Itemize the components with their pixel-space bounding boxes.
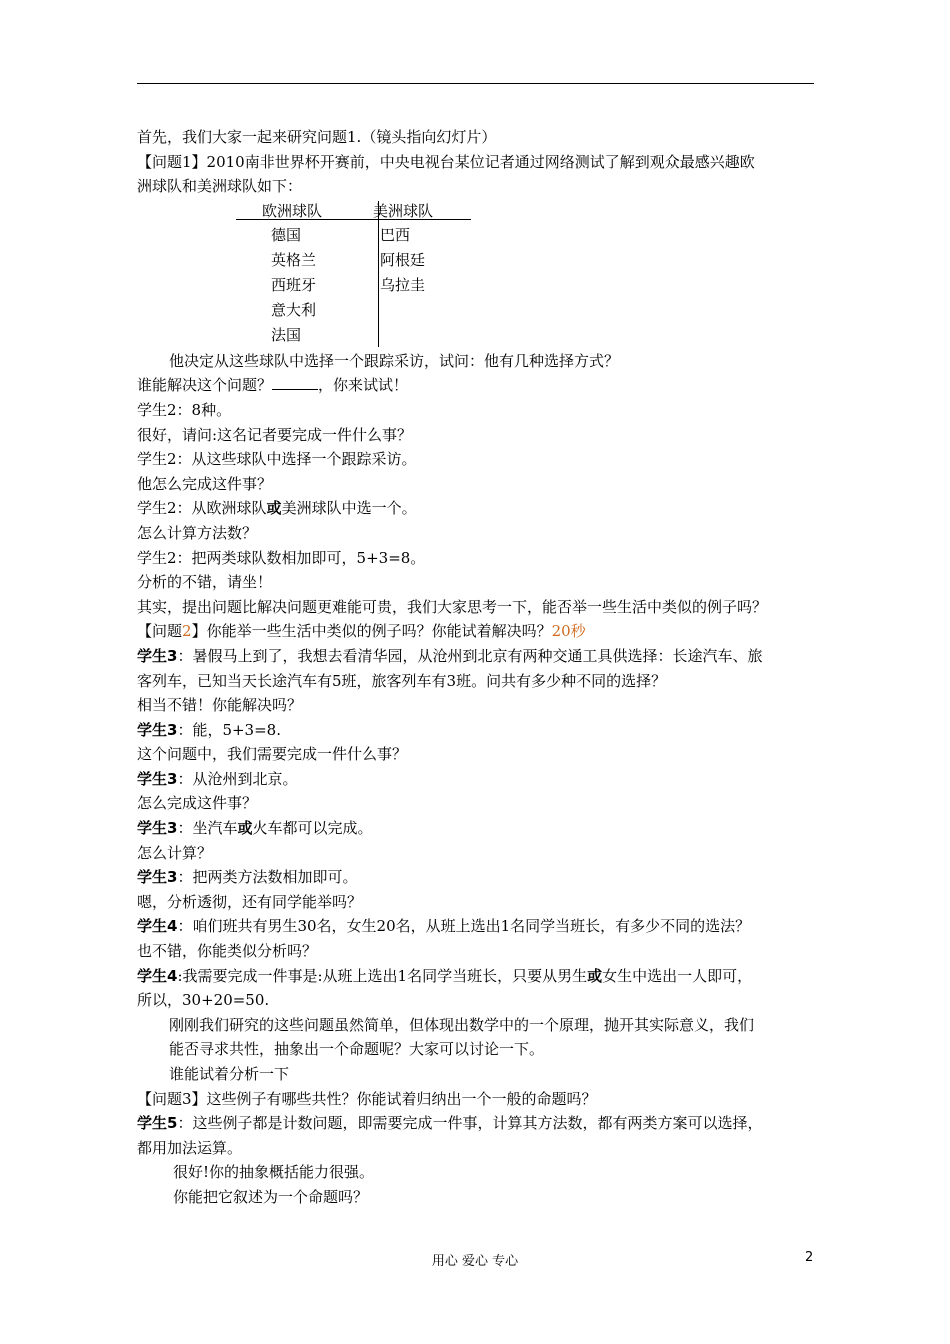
paragraph-line: 能否寻求共性，抽象出一个命题呢？大家可以讨论一下。 — [169, 1040, 545, 1059]
text-span: ：把两类方法数相加即可。 — [177, 868, 358, 887]
paragraph-line — [137, 767, 827, 792]
text-span: 你能举一些生活中类似的例子吗？你能试着解决吗？ — [206, 622, 552, 641]
emphasis-or: 或 — [587, 966, 603, 985]
question-1-tag: 【问题1】 — [137, 152, 207, 171]
answer-blank — [272, 375, 318, 390]
paragraph-line: 所以，30+20=50. — [137, 991, 270, 1010]
text-span: 女生中选出一人即可， — [602, 966, 753, 985]
team-table — [137, 199, 827, 349]
paragraph-line: 学生2：8种。 — [137, 400, 232, 419]
paragraph-line: 这个问题中，我们需要完成一件什么事？ — [137, 745, 408, 764]
text-span: 【问题 — [137, 622, 183, 641]
europe-team: 意大利 — [271, 300, 317, 319]
question-1-text: 2010南非世界杯开赛前，中央电视台某位记者通过网络测试了解到观众最感兴趣欧 — [206, 152, 755, 171]
paragraph-line: 其实，提出问题比解决问题更难能可贵，我们大家思考一下，能否举一些生活中类似的例子吗？ — [137, 597, 768, 616]
europe-team: 西班牙 — [271, 275, 317, 294]
text-span: ：这些例子都是计数问题，即需要完成一件事，计算其方法数，都有两类方案可以选择， — [177, 1114, 763, 1133]
europe-team: 德国 — [271, 225, 302, 244]
emphasis-or: 或 — [237, 819, 253, 838]
question-2-number: 2 — [182, 622, 192, 641]
america-team: 阿根廷 — [380, 250, 426, 269]
paragraph-line: 相当不错！你能解决吗？ — [137, 696, 303, 715]
speaker-label: 学生5 — [137, 1114, 178, 1133]
text-span: ：从沧州到北京。 — [177, 769, 298, 788]
text-span: 学生2：从欧洲球队 — [137, 499, 267, 518]
footer-motto: 用心 爱心 专心 — [431, 1254, 519, 1269]
text-span: 】 — [191, 622, 207, 641]
text-span: ：能，5+3=8. — [177, 720, 281, 739]
time-note: 20秒 — [551, 622, 586, 641]
europe-team: 英格兰 — [271, 250, 317, 269]
emphasis-or: 或 — [266, 499, 282, 518]
question-3-line — [137, 1087, 827, 1112]
header-rule — [137, 83, 814, 84]
text-span: 美洲球队中选一个。 — [281, 499, 417, 518]
paragraph-line: 你能把它叙述为一个命题吗？ — [173, 1187, 369, 1206]
text-span: 谁能解决这个问题？ — [137, 376, 273, 395]
document-body — [137, 125, 827, 1210]
header-america: 美洲球队 — [373, 201, 434, 220]
speaker-label: 学生4 — [137, 966, 178, 985]
paragraph-line: 怎么计算？ — [137, 843, 213, 862]
paragraph-line — [137, 914, 827, 939]
page-number: 2 — [805, 1250, 814, 1265]
paragraph-line: 怎么计算方法数？ — [137, 523, 258, 542]
america-team: 乌拉圭 — [380, 275, 426, 294]
question-1-line1 — [137, 150, 827, 175]
question-3-tag: 【问题3】 — [137, 1089, 207, 1108]
paragraph-line: 嗯，分析透彻，还有同学能举吗？ — [137, 892, 363, 911]
paragraph-line: 都用加法运算。 — [137, 1138, 243, 1157]
paragraph-line — [137, 964, 827, 989]
paragraph-line — [137, 496, 827, 521]
paragraph-line — [137, 865, 827, 890]
question-2-line — [137, 619, 827, 644]
paragraph-line: 刚刚我们研究的这些问题虽然简单，但体现出数学中的一个原理，抛开其实际意义，我们 — [169, 1015, 755, 1034]
paragraph-line — [137, 644, 827, 669]
paragraph-line: 他怎么完成这件事？ — [137, 474, 273, 493]
paragraph-line: 学生2：把两类球队数相加即可，5+3=8。 — [137, 548, 426, 567]
speaker-label: 学生3 — [137, 819, 178, 838]
europe-team: 法国 — [271, 325, 302, 344]
paragraph-line — [137, 1111, 827, 1136]
america-team: 巴西 — [380, 225, 411, 244]
text-span: 这些例子有哪些共性？你能试着归纳出一个一般的命题吗？ — [206, 1089, 597, 1108]
paragraph-line: 也不错，你能类似分析吗？ — [137, 942, 318, 961]
header-europe: 欧洲球队 — [262, 201, 323, 220]
speaker-label: 学生4 — [137, 917, 178, 936]
paragraph-line: 很好，请问:这名记者要完成一件什么事？ — [137, 425, 413, 444]
intro-line: 首先，我们大家一起来研究问题1.（镜头指向幻灯片） — [137, 128, 497, 146]
paragraph-line — [137, 718, 827, 743]
paragraph-line: 怎么完成这件事？ — [137, 794, 258, 813]
speaker-label: 学生3 — [137, 720, 178, 739]
speaker-label: 学生3 — [137, 868, 178, 887]
text-span: 火车都可以完成。 — [252, 819, 373, 838]
paragraph-line: 学生2：从这些球队中选择一个跟踪采访。 — [137, 450, 417, 469]
paragraph-line: 客列车，已知当天长途汽车有5班，旅客列车有3班。问共有多少种不同的选择？ — [137, 671, 667, 690]
speaker-label: 学生3 — [137, 646, 178, 665]
speaker-label: 学生3 — [137, 769, 178, 788]
text-span: ，你来试试！ — [318, 376, 409, 395]
text-span: ：暑假马上到了，我想去看清华园，从沧州到北京有两种交通工具供选择：长途汽车、旅 — [177, 646, 763, 665]
paragraph-line: 分析的不错，请坐！ — [137, 573, 273, 592]
paragraph-line: 谁能试着分析一下 — [169, 1065, 290, 1083]
paragraph-line — [137, 816, 827, 841]
paragraph-line: 很好!你的抽象概括能力很强。 — [173, 1163, 375, 1182]
question-1-line2: 洲球队和美洲球队如下： — [137, 177, 303, 196]
text-span: ：坐汽车 — [177, 819, 238, 838]
text-span: :我需要完成一件事是:从班上选出1名同学当班长，只要从男生 — [177, 966, 588, 985]
text-span: ：咱们班共有男生30名，女生20名，从班上选出1名同学当班长，有多少不同的选法？ — [177, 917, 751, 936]
paragraph-line — [137, 373, 827, 398]
paragraph-line: 他决定从这些球队中选择一个跟踪采访，试问：他有几种选择方式？ — [169, 351, 620, 370]
